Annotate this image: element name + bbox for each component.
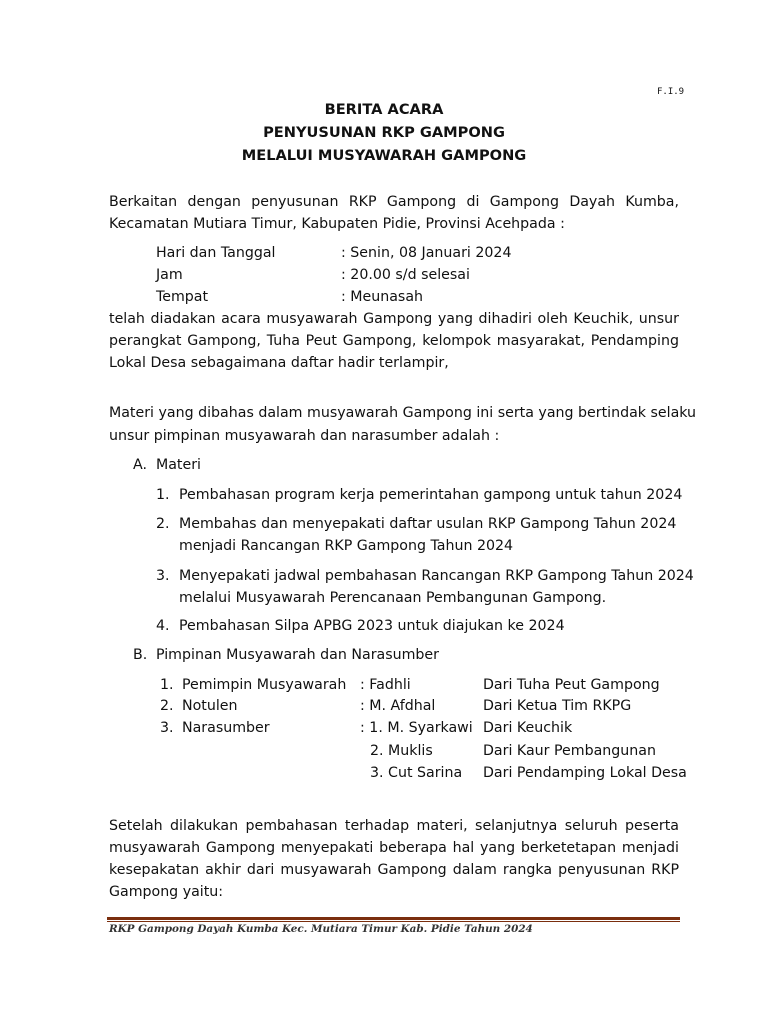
- closing-line-2: musyawarah Gampong menyepakati beberapa hal yang berketetapan menjadi: [109, 840, 679, 856]
- document-code: F.I.9: [657, 87, 685, 97]
- schedule-label-date: Hari dan Tanggal: [156, 245, 276, 261]
- materi-intro-line-2: unsur pimpinan musyawarah dan narasumber adalah :: [109, 428, 500, 444]
- footer-text: RKP Gampong Dayah Kumba Kec. Mutiara Timur Kab. Pidie Tahun 2024: [109, 923, 533, 935]
- leader-name: 2. Muklis: [370, 743, 433, 759]
- leader-role: Narasumber: [182, 720, 270, 736]
- materi-item-text-cont: menjadi Rancangan RKP Gampong Tahun 2024: [179, 538, 514, 554]
- materi-item-text: Pembahasan program kerja pemerintahan gampong untuk tahun 2024: [179, 487, 683, 503]
- leader-name: : M. Afdhal: [360, 698, 436, 714]
- leader-name: : 1. M. Syarkawi: [360, 720, 473, 736]
- section-b-marker: B.: [133, 647, 148, 663]
- materi-item-num: 2.: [156, 516, 170, 532]
- intro-line-2: Kecamatan Mutiara Timur, Kabupaten Pidie, Provinsi Acehpada :: [109, 216, 565, 232]
- footer-rule-thick: [107, 917, 680, 920]
- schedule-value-time: : 20.00 s/d selesai: [341, 267, 470, 283]
- materi-item-text: Menyepakati jadwal pembahasan Rancangan RKP Gampong Tahun 2024: [179, 568, 694, 584]
- materi-item-text-cont: melalui Musyawarah Perencanaan Pembangunan Gampong.: [179, 590, 607, 606]
- intro-line-1: Berkaitan dengan penyusunan RKP Gampong di Gampong Dayah Kumba,: [109, 194, 679, 210]
- closing-line-1: Setelah dilakukan pembahasan terhadap materi, selanjutnya seluruh peserta: [109, 818, 679, 834]
- materi-item-text: Pembahasan Silpa APBG 2023 untuk diajukan ke 2024: [179, 618, 565, 634]
- title-line-3: MELALUI MUSYAWARAH GAMPONG: [241, 147, 527, 164]
- leader-origin: Dari Kaur Pembangunan: [483, 743, 656, 759]
- schedule-value-place: : Meunasah: [341, 289, 424, 305]
- section-a-title: Materi: [156, 457, 202, 473]
- schedule-label-place: Tempat: [156, 289, 209, 305]
- schedule-value-date: : Senin, 08 Januari 2024: [341, 245, 512, 261]
- leader-num: 3.: [160, 720, 174, 736]
- schedule-label-time: Jam: [156, 267, 183, 283]
- leader-num: 2.: [160, 698, 174, 714]
- materi-intro-line-1: Materi yang dibahas dalam musyawarah Gampong ini serta yang bertindak selaku: [109, 405, 697, 421]
- leader-role: Pemimpin Musyawarah: [182, 677, 347, 693]
- materi-item-num: 3.: [156, 568, 170, 584]
- leader-origin: Dari Pendamping Lokal Desa: [483, 765, 687, 781]
- attendance-line-3: Lokal Desa sebagaimana daftar hadir terlampir,: [109, 355, 449, 371]
- closing-line-4: Gampong yaitu:: [109, 884, 224, 900]
- leader-num: 1.: [160, 677, 174, 693]
- leader-name: : Fadhli: [360, 677, 411, 693]
- title-line-2: PENYUSUNAN RKP GAMPONG: [263, 124, 505, 141]
- materi-item-text: Membahas dan menyepakati daftar usulan RKP Gampong Tahun 2024: [179, 516, 677, 532]
- leader-name: 3. Cut Sarina: [370, 765, 463, 781]
- closing-line-3: kesepakatan akhir dari musyawarah Gampong dalam rangka penyusunan RKP: [109, 862, 679, 878]
- leader-role: Notulen: [182, 698, 238, 714]
- section-a-marker: A.: [133, 457, 147, 473]
- materi-item-num: 4.: [156, 618, 170, 634]
- attendance-line-2: perangkat Gampong, Tuha Peut Gampong, kelompok masyarakat, Pendamping: [109, 333, 679, 349]
- section-b-title: Pimpinan Musyawarah dan Narasumber: [156, 647, 439, 663]
- leader-origin: Dari Keuchik: [483, 720, 573, 736]
- footer-rule-thin: [107, 921, 680, 922]
- leader-origin: Dari Ketua Tim RKPG: [483, 698, 632, 714]
- materi-item-num: 1.: [156, 487, 170, 503]
- attendance-line-1: telah diadakan acara musyawarah Gampong yang dihadiri oleh Keuchik, unsur: [109, 311, 679, 327]
- leader-origin: Dari Tuha Peut Gampong: [483, 677, 660, 693]
- title-line-1: BERITA ACARA: [324, 101, 444, 118]
